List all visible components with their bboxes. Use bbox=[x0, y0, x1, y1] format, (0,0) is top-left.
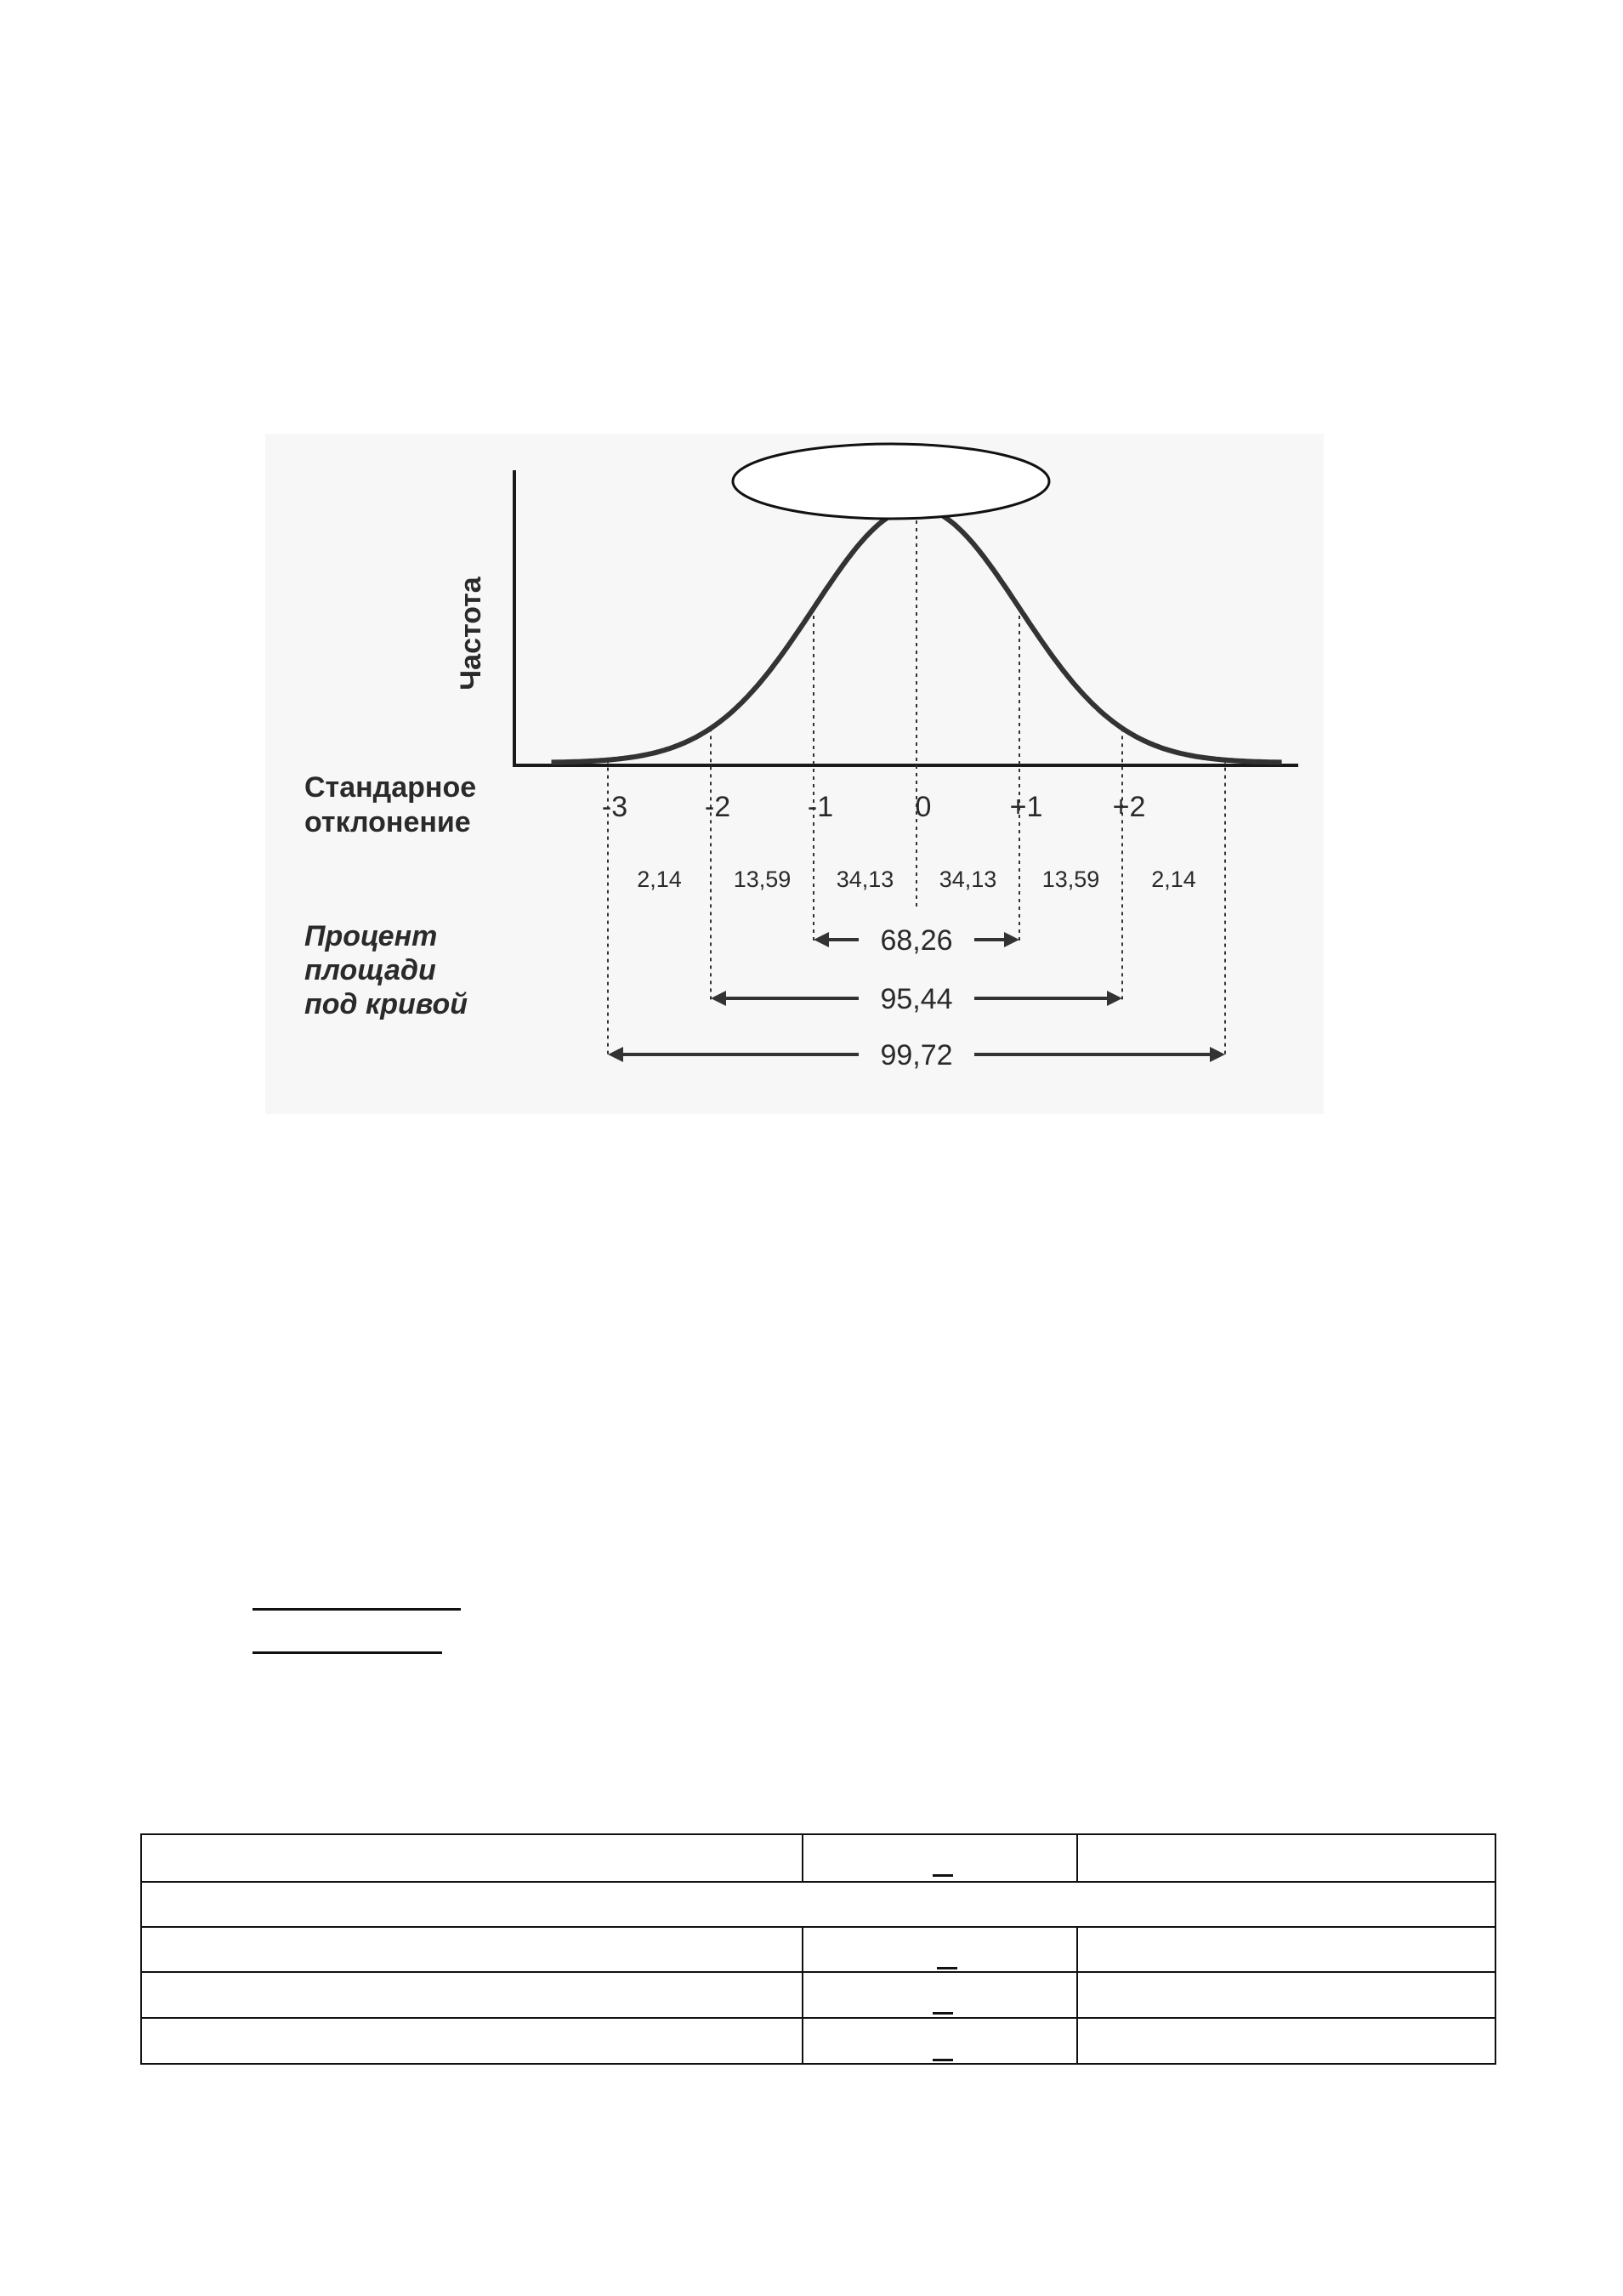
y-axis-label: Частота bbox=[455, 577, 487, 691]
table-cell bbox=[1077, 1972, 1495, 2018]
table-cell bbox=[141, 1882, 1495, 1927]
table-cell bbox=[141, 1927, 803, 1972]
x-axis-label-line1: Стандарное bbox=[304, 771, 477, 804]
table-row bbox=[141, 1882, 1495, 1927]
x-tick-label: +2 bbox=[1112, 791, 1146, 823]
x-tick-label: +1 bbox=[1009, 791, 1043, 823]
area-label-line2: площади bbox=[304, 954, 436, 986]
segment-percent-label: 34,13 bbox=[939, 867, 997, 892]
answer-table bbox=[140, 1833, 1496, 2065]
table-row bbox=[141, 2018, 1495, 2064]
table-row bbox=[141, 1927, 1495, 1972]
segment-percent-label: 13,59 bbox=[1041, 867, 1100, 892]
table-cell bbox=[141, 2018, 803, 2064]
area-label-line3: под кривой bbox=[304, 988, 468, 1020]
table-cell bbox=[803, 1834, 1077, 1882]
x-axis-label-line2: отклонение bbox=[304, 806, 471, 838]
dash-mark bbox=[933, 2012, 953, 2015]
dash-mark bbox=[933, 2059, 953, 2061]
segment-percent-label: 2,14 bbox=[1151, 867, 1196, 892]
x-tick-label: 0 bbox=[915, 791, 932, 823]
range-value-label: 95,44 bbox=[880, 983, 953, 1015]
blank-line-2 bbox=[253, 1651, 442, 1654]
segment-percent-label: 2,14 bbox=[637, 867, 682, 892]
top-ellipse bbox=[733, 444, 1049, 519]
dash-mark bbox=[933, 1874, 953, 1877]
blank-line-1 bbox=[253, 1608, 461, 1611]
table-cell bbox=[803, 1972, 1077, 2018]
range-value-label: 68,26 bbox=[880, 924, 953, 957]
table-cell bbox=[1077, 2018, 1495, 2064]
table-cell bbox=[803, 2018, 1077, 2064]
segment-percent-label: 34,13 bbox=[836, 867, 894, 892]
table-cell bbox=[803, 1927, 1077, 1972]
table-cell bbox=[1077, 1834, 1495, 1882]
table-cell bbox=[141, 1834, 803, 1882]
x-tick-label: -2 bbox=[704, 791, 731, 823]
x-tick-label: -3 bbox=[601, 791, 628, 823]
dash-mark bbox=[937, 1967, 957, 1969]
area-label-line1: Процент bbox=[304, 920, 438, 952]
x-tick-label: -1 bbox=[807, 791, 834, 823]
table-row bbox=[141, 1972, 1495, 2018]
range-value-label: 99,72 bbox=[880, 1039, 953, 1071]
table-row bbox=[141, 1834, 1495, 1882]
segment-percent-label: 13,59 bbox=[733, 867, 792, 892]
table-cell bbox=[141, 1972, 803, 2018]
table-cell bbox=[1077, 1927, 1495, 1972]
